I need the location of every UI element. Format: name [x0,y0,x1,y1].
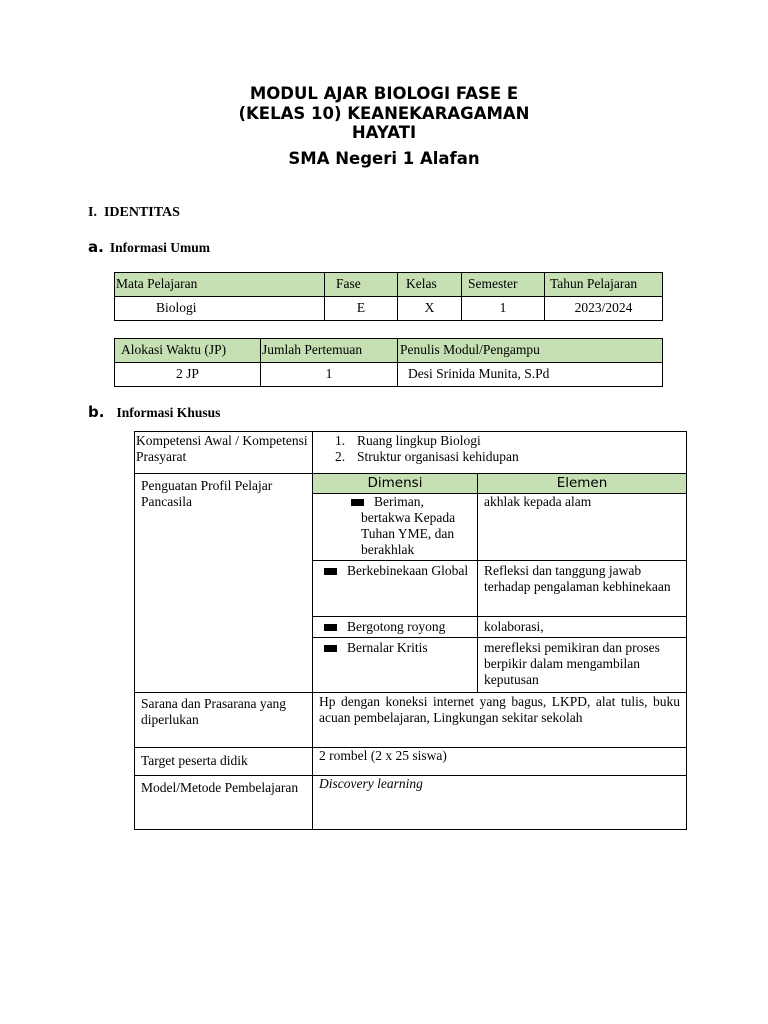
table-row-profil-header [135,474,687,494]
header-cell: Semester [462,273,545,297]
cell-pertemuan: 1 [261,363,398,387]
table-header-row [115,273,663,297]
sub-letter-a: a. [88,238,104,256]
elemen-header: Elemen [478,474,687,494]
header-cell: Fase [325,273,398,297]
bullet-icon [351,499,364,506]
table-row-sarana [135,693,687,748]
elemen-cell: akhlak kepada alam [478,494,687,561]
header-cell: Alokasi Waktu (JP) [115,339,261,363]
bullet-icon [324,568,337,575]
header-cell: Penulis Modul/Pengampu [398,339,663,363]
bullet-icon [324,624,337,631]
cell-fase: E [325,297,398,321]
dimensi-text: Bernalar Kritis [347,640,428,655]
sarana-label: Sarana dan Prasarana yang diperlukan [135,693,313,748]
table-header-row [115,339,663,363]
kompetensi-label: Kompetensi Awal / Kompetensi Prasyarat [135,432,313,474]
sub-title-b: Informasi Khusus [116,405,221,420]
dimensi-text: Beriman, bertakwa Kepada Tuhan YME, dan berakhlak [361,494,456,557]
list-item: 1. Ruang lingkup Biologi [335,433,481,448]
list-item: 2. Struktur organisasi kehidupan [335,449,519,464]
title-line-1: MODUL AJAR BIOLOGI FASE E [249,84,519,103]
table-row-target [135,748,687,776]
dimensi-cell [313,617,478,638]
target-value: 2 rombel (2 x 25 siswa) [313,748,687,776]
sub-letter-b: b. [88,403,105,421]
dimensi-text: Bergotong royong [347,619,446,634]
section-number: I. [88,205,97,220]
subheading-informasi-umum [88,238,210,256]
sarana-value: Hp dengan koneksi internet yang bagus, LKPD, alat tulis, buku acuan pembelajaran, Lingkungan sekitar sekolah [313,693,687,748]
list-item-text: Ruang lingkup Biologi [357,433,481,448]
table-row [115,297,663,321]
header-cell: Jumlah Pertemuan [261,339,398,363]
header-cell: Tahun Pelajaran [545,273,663,297]
table-row [115,363,663,387]
title-line-2: (KELAS 10) KEANEKARAGAMAN [238,103,530,123]
header-cell: Kelas [398,273,462,297]
cell-kelas: X [398,297,462,321]
specific-info-table [134,431,687,830]
section-heading-identitas [88,205,180,221]
cell-alokasi: 2 JP [115,363,261,387]
dimensi-text: Berkebinekaan Global [347,563,469,578]
dimensi-cell [313,494,478,561]
target-label: Target peserta didik [135,748,313,776]
elemen-cell: merefleksi pemikiran dan proses berpikir dalam mengambilan keputusan [478,638,687,693]
elemen-cell: Refleksi dan tanggung jawab terhadap pengalaman kebhinekaan [478,561,687,617]
sub-title-a: Informasi Umum [109,240,210,255]
subheading-informasi-khusus [88,403,220,421]
header-cell: Mata Pelajaran [115,273,325,297]
cell-mata-pelajaran: Biologi [115,297,325,321]
dimensi-header: Dimensi [313,474,478,494]
table-row-kompetensi [135,432,687,474]
cell-penulis: Desi Srinida Munita, S.Pd [398,363,663,387]
model-label: Model/Metode Pembelajaran [135,776,313,830]
dimensi-cell [313,561,478,617]
school-name: SMA Negeri 1 Alafan [288,148,480,168]
kompetensi-list [313,432,687,474]
document-title [0,84,768,169]
elemen-cell: kolaborasi, [478,617,687,638]
cell-semester: 1 [462,297,545,321]
author-info-table [114,338,663,387]
list-item-text: Struktur organisasi kehidupan [357,449,519,464]
cell-tahun: 2023/2024 [545,297,663,321]
general-info-table [114,272,663,321]
title-line-3: HAYATI [351,123,417,142]
bullet-icon [324,645,337,652]
dimensi-cell [313,638,478,693]
table-row-model [135,776,687,830]
profil-label: Penguatan Profil Pelajar Pancasila [135,474,313,693]
model-value: Discovery learning [313,776,687,830]
section-title: IDENTITAS [103,205,180,220]
